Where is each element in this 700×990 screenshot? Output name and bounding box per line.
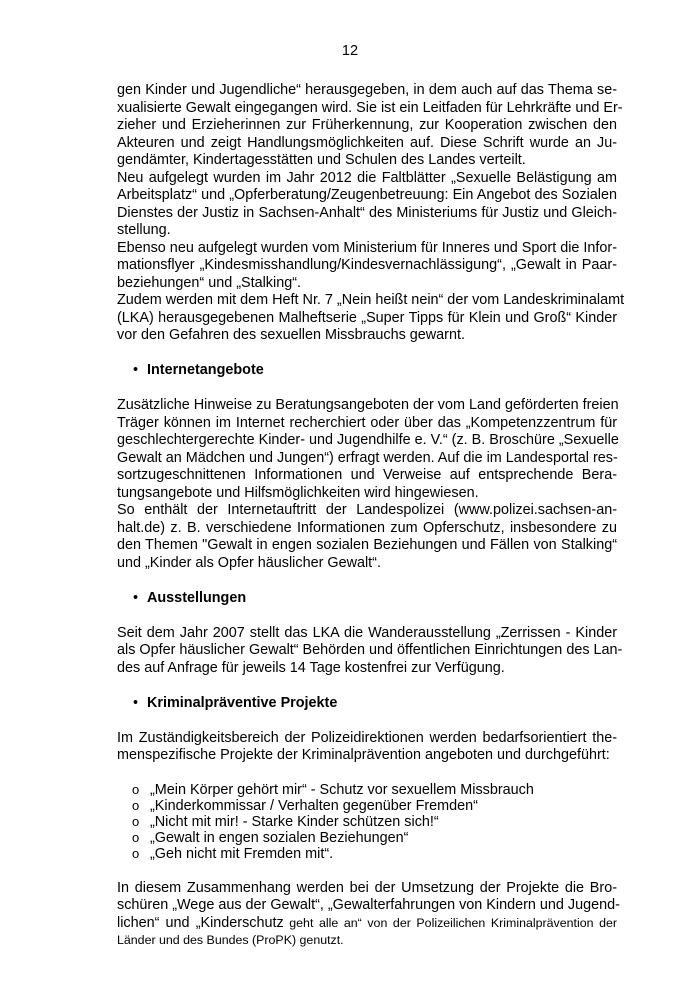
text-line: Träger können im Internet recherchiert oder über das „Kompetenzzentrum für	[117, 414, 617, 431]
circle-bullet-icon: o	[132, 814, 140, 829]
bullet-icon: •	[133, 362, 139, 378]
circle-bullet-icon: o	[132, 798, 140, 813]
paragraph-internet	[117, 397, 617, 572]
text-line: In diesem Zusammenhang werden bei der Umsetzung der Projekte die Bro-	[117, 879, 617, 896]
text-line: als Opfer häuslicher Gewalt“ Behörden und öffentlichen Einrichtungen des Lan-	[117, 642, 623, 658]
text-line: Gewalt an Mädchen und Jungen“) erfragt werden. Auf die im Landesportal res-	[117, 449, 618, 466]
list-item: o „Gewalt in engen sozialen Beziehungen“	[132, 830, 409, 846]
circle-bullet-icon: o	[132, 846, 140, 861]
paragraph-leitfaden	[117, 82, 625, 345]
text-line: schüren „Wege aus der Gewalt“, „Gewalterfahrungen von Kindern und Jugend-	[117, 897, 620, 913]
list-item: o „Kinderkommissar / Verhalten gegenüber Fremden“	[132, 798, 478, 814]
text-line-mixed: lichen“ und „Kinderschutz geht alle an“ von der Polizeilichen Kriminalprävention der	[117, 914, 617, 931]
text-line: gendämter, Kindertagesstätten und Schulen des Landes verteilt.	[117, 152, 526, 168]
document-body	[117, 82, 625, 950]
text-line: den Themen "Gewalt in engen sozialen Beziehungen und Fällen von Stalking“	[117, 537, 617, 553]
heading-ausstellungen	[117, 590, 617, 608]
text-line: menspezifische Projekte der Kriminalprävention angeboten und durchgeführt:	[117, 747, 610, 763]
circle-bullet-icon: o	[132, 782, 140, 797]
bullet-icon: •	[133, 589, 139, 606]
text-line: Dienstes der Justiz in Sachsen-Anhalt“ des Ministeriums für Justiz und Gleich-	[117, 204, 617, 221]
text-line: des auf Anfrage für jeweils 14 Tage kostenfrei zur Verfügung.	[117, 659, 505, 676]
text-line: (LKA) herausgegebenen Malheftserie „Super Tipps für Klein und Groß“ Kinder	[117, 309, 617, 326]
text-line: Ebenso neu aufgelegt wurden vom Ministerium für Inneres und Sport die Infor-	[117, 239, 617, 256]
text-line: tungsangebote und Hilfsmöglichkeiten wird hingewiesen.	[117, 484, 479, 501]
page-number: 12	[341, 43, 359, 59]
text-line: Zusätzliche Hinweise zu Beratungsangeboten der vom Land geförderten freien	[117, 397, 619, 413]
text-line: beziehungen“ und „Stalking“.	[117, 274, 302, 291]
text-line: Im Zuständigkeitsbereich der Polizeidirektionen werden bedarfsorientiert the-	[117, 729, 617, 746]
heading-text: Ausstellungen	[147, 589, 247, 606]
text-line: vor den Gefahren des sexuellen Missbrauchs gewarnt.	[117, 327, 465, 343]
bullet-icon: •	[133, 694, 139, 711]
paragraph-broschueren	[117, 879, 620, 950]
paragraph-ausstellungen	[117, 624, 623, 678]
heading-internetangebote	[117, 362, 617, 380]
list-item: o „Mein Körper gehört mir“ - Schutz vor sexuellem Missbrauch	[132, 782, 534, 798]
text-line: Länder und des Bundes (ProPK) genutzt.	[117, 933, 344, 947]
text-line: und „Kinder als Opfer häuslicher Gewalt“.	[117, 554, 381, 571]
heading-kriminalpraeventive-projekte	[117, 695, 617, 713]
project-list	[117, 782, 617, 862]
text-line: mationsflyer „Kindesmisshandlung/Kindesvernachlässigung“, „Gewalt in Paar-	[117, 257, 617, 273]
list-item: o „Nicht mit mir! - Starke Kinder schützen sich!“	[132, 814, 439, 830]
text-line: Seit dem Jahr 2007 stellt das LKA die Wanderausstellung „Zerrissen - Kinder	[117, 624, 617, 641]
heading-text: Kriminalpräventive Projekte	[147, 694, 338, 711]
text-line: sortzugeschnittenen Informationen und Verweise auf entsprechende Bera-	[117, 467, 617, 483]
text-line: Zudem werden mit dem Heft Nr. 7 „Nein heißt nein“ der vom Landeskriminalamt	[117, 292, 625, 308]
text-line: Arbeitsplatz“ und „Opferberatung/Zeugenbetreuung: Ein Angebot des Sozialen	[117, 187, 617, 203]
text-line: xualisierte Gewalt eingegangen wird. Sie ist ein Leitfaden für Lehrkräfte und Er-	[117, 99, 623, 116]
text-line: zieher und Erzieherinnen zur Früherkennung, zur Kooperation zwischen den	[117, 117, 617, 133]
text-line: gen Kinder und Jugendliche“ herausgegeben, in dem auch auf das Thema se-	[117, 82, 617, 98]
text-line: Akteuren und zeigt Handlungsmöglichkeiten auf. Diese Schrift wurde an Ju-	[117, 134, 617, 151]
text-line: geschlechtergerechte Kinder- und Jugendhilfe e. V.“ (z. B. Broschüre „Sexuelle	[117, 432, 619, 448]
text-line: Neu aufgelegt wurden im Jahr 2012 die Faltblätter „Sexuelle Belästigung am	[117, 169, 617, 186]
text-line: stellung.	[117, 222, 171, 238]
text-line: halt.de) z. B. verschiedene Informationen zum Opferschutz, insbesondere zu	[117, 519, 617, 536]
heading-text: Internetangebote	[147, 362, 264, 378]
paragraph-projekte	[117, 730, 617, 765]
list-item: o „Geh nicht mit Fremden mit“.	[132, 846, 334, 862]
text-line: So enthält der Internetauftritt der Landespolizei (www.polizei.sachsen-an-	[117, 502, 617, 518]
circle-bullet-icon: o	[132, 830, 140, 845]
